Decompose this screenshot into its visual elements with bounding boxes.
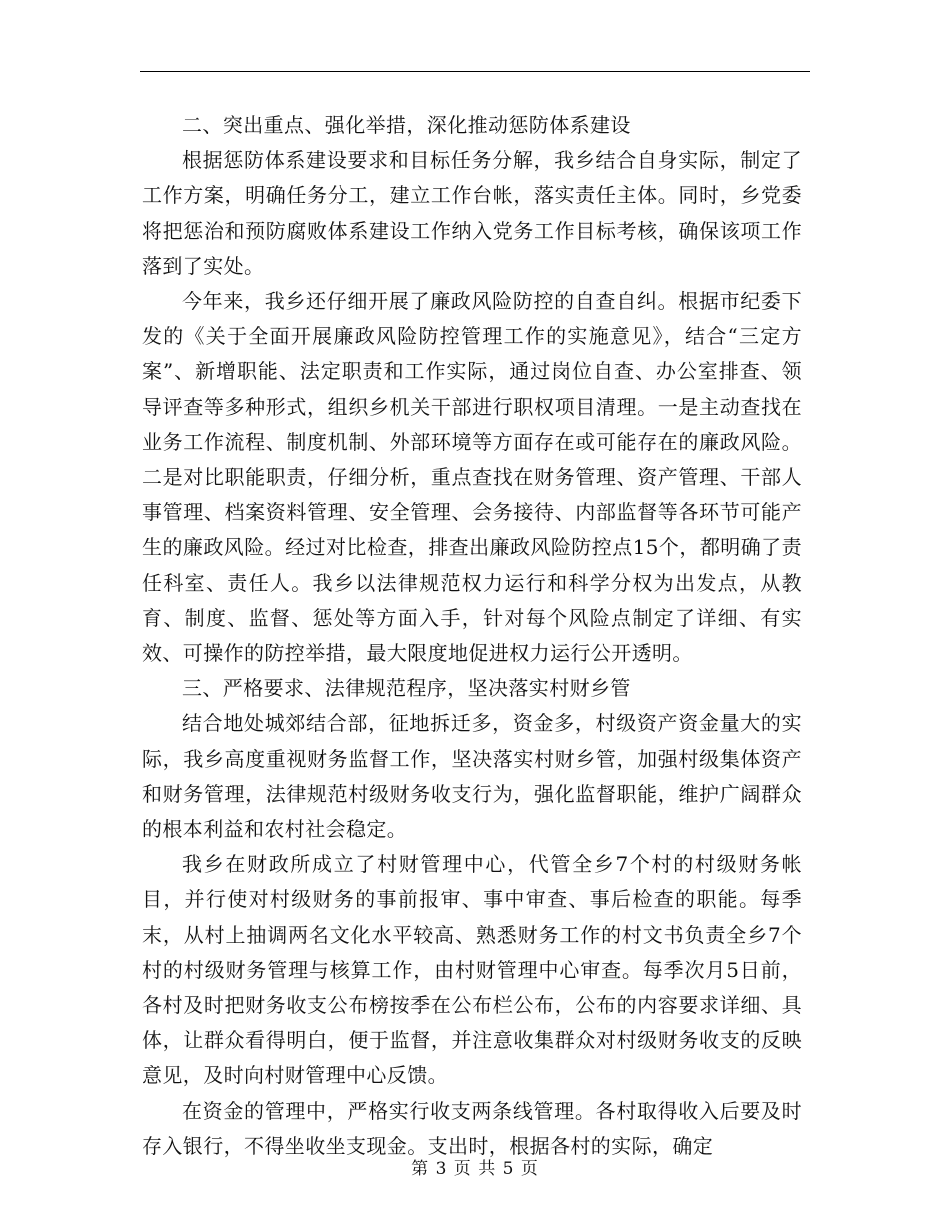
paragraph-4: 我乡在财政所成立了村财管理中心，代管全乡7个村的村级财务帐目，并行使对村级财务的事前报审、事中审查、事后检查的职能。每季末，从村上抽调两名文化水平较高、熟悉财务工作的村文书负责全乡7个村的村级财务管理与核算工作，由村财管理中心审查。每季次月5日前，各村及时把财务收支公布榜按季在公布栏公布，公布的内容要求详细、具体，让群众看得明白，便于监督，并注意收集群众对村级财务收支的反映意见，及时向村财管理中心反馈。	[142, 852, 802, 1088]
section-heading-3: 三、严格要求、法律规范程序，坚决落实村财乡管	[182, 676, 631, 701]
paragraph-1: 根据惩防体系建设要求和目标任务分解，我乡结合自身实际，制定了工作方案，明确任务分工，建立工作台帐，落实责任主体。同时，乡党委将把惩治和预防腐败体系建设工作纳入党务工作目标考核，确保该项工作落到了实处。	[142, 148, 802, 278]
page-number: 第 3 页 共 5 页	[411, 1159, 539, 1179]
paragraph-2: 今年来，我乡还仔细开展了廉政风险防控的自查自纠。根据市纪委下发的《关于全面开展廉政风险防控管理工作的实施意见》，结合“三定方案”、新增职能、法定职责和工作实际，通过岗位自查、办公室排查、领导评查等多种形式，组织乡机关干部进行职权项目清理。一是主动查找在业务工作流程、制度机制、外部环境等方面存在或可能存在的廉政风险。二是对比职能职责，仔细分析，重点查找在财务管理、资产管理、干部人事管理、档案资料管理、安全管理、会务接待、内部监督等各环节可能产生的廉政风险。经过对比检查，排查出廉政风险防控点15个，都明确了责任科室、责任人。我乡以法律规范权力运行和科学分权为出发点，从教育、制度、监督、惩处等方面入手，针对每个风险点制定了详细、有实效、可操作的防控举措，最大限度地促进权力运行公开透明。	[142, 289, 802, 666]
document-body	[142, 108, 802, 1164]
paragraph-5: 在资金的管理中，严格实行收支两条线管理。各村取得收入后要及时存入银行，不得坐收坐支现金。支出时，根据各村的实际，确定	[142, 1098, 802, 1158]
section-heading-2: 二、突出重点、强化举措，深化推动惩防体系建设	[182, 113, 631, 137]
header-rule	[140, 71, 810, 72]
paragraph-3: 结合地处城郊结合部，征地拆迁多，资金多，村级资产资金量大的实际，我乡高度重视财务监督工作，坚决落实村财乡管，加强村级集体资产和财务管理，法律规范村级财务收支行为，强化监督职能，维护广阔群众的根本利益和农村社会稳定。	[142, 711, 802, 842]
